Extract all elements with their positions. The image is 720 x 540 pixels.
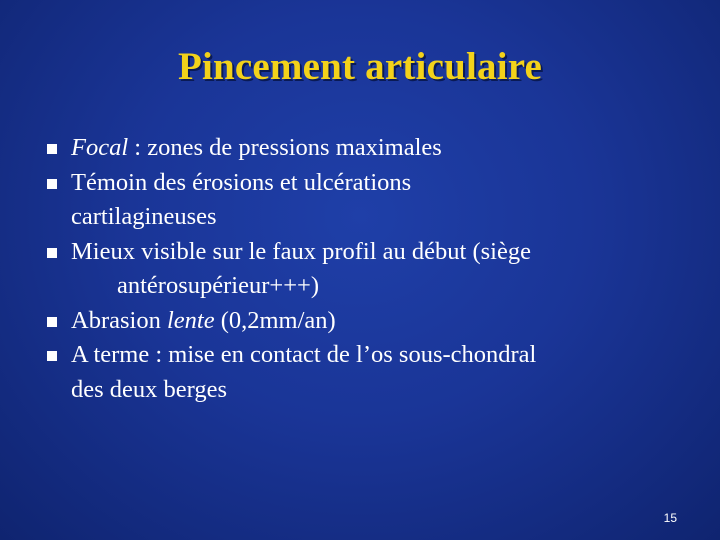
square-bullet-icon <box>47 317 57 327</box>
bullet-emphasis: lente <box>166 306 215 334</box>
slide-title: Pincement articulaire <box>177 45 543 88</box>
bullet-text: : zones de pressions maximales <box>128 134 442 161</box>
bullet-list <box>46 131 696 407</box>
bullet-item <box>46 166 696 235</box>
bullet-item <box>46 304 696 339</box>
square-bullet-icon <box>47 351 57 361</box>
bullet-item <box>46 131 696 166</box>
bullet-item <box>46 338 696 407</box>
bullet-emphasis: Focal <box>71 134 129 161</box>
bullet-text-suffix: (0,2mm/an) <box>214 306 336 334</box>
square-bullet-icon <box>47 179 57 189</box>
bullet-text: Abrasion <box>71 306 167 334</box>
bullet-text-continued: cartilagineuses <box>71 203 217 230</box>
square-bullet-icon <box>47 144 57 154</box>
bullet-text: Mieux visible sur le faux profil au début (siège <box>71 237 531 265</box>
bullet-item <box>46 235 696 304</box>
bullet-text: A terme : mise en contact de l’os sous-chondral <box>71 341 537 368</box>
slide-number: 15 <box>663 511 677 525</box>
bullet-text-continued: antérosupérieur+++) <box>117 272 319 299</box>
bullet-text-continued: des deux berges <box>71 375 228 403</box>
square-bullet-icon <box>47 248 57 258</box>
bullet-text: Témoin des érosions et ulcérations <box>71 168 412 196</box>
